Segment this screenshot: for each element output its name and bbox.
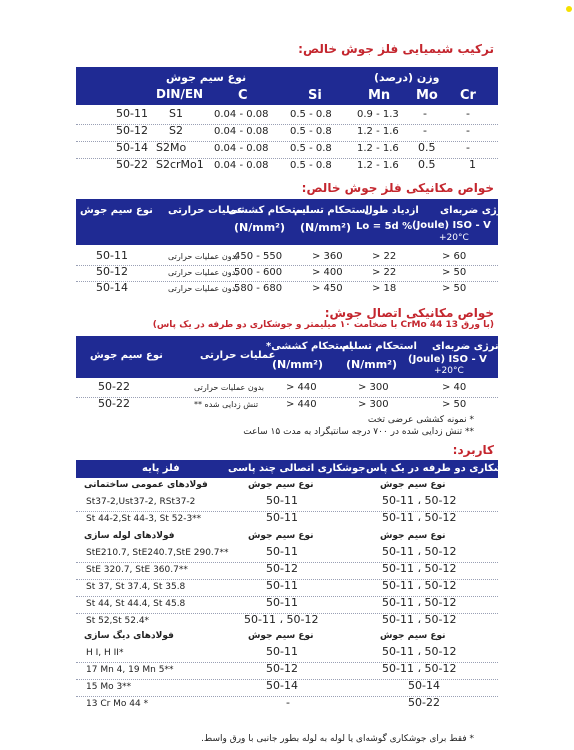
sec3-h-impact-unit: (Joule) ISO - V bbox=[408, 354, 487, 365]
sec3-tensile: > 440 bbox=[286, 382, 317, 393]
sec2-elong: > 22 bbox=[372, 267, 397, 278]
sec1-mn: 1.2 - 1.6 bbox=[357, 160, 399, 171]
app-multi: 50-12 bbox=[266, 662, 298, 675]
wire-label: نوع سیم جوش bbox=[380, 631, 446, 641]
sec1-c: 0.04 - 0.08 bbox=[214, 143, 269, 154]
sec3-header bbox=[76, 336, 503, 378]
sec3-yield: > 300 bbox=[358, 382, 389, 393]
app-base: 15 Mo 3** bbox=[86, 682, 132, 692]
sec2-yield: > 360 bbox=[312, 251, 343, 262]
sec1-h-wire: نوع سیم جوش bbox=[166, 71, 247, 84]
sec1-h-mn: Mn bbox=[368, 88, 391, 103]
app-base: StE210.7, StE240.7,StE 290.7** bbox=[86, 548, 229, 558]
sec4-header bbox=[76, 460, 518, 478]
sec2-row bbox=[76, 281, 498, 297]
sec4-h-base: فلز پایه bbox=[142, 463, 180, 474]
sec1-h-weight: وزن (درصد) bbox=[374, 71, 440, 84]
app-base: St 44, St 44.4, St 45.8 bbox=[86, 599, 186, 609]
app-double: 50-11 ، 50-12 bbox=[382, 645, 457, 658]
sec1-si: 0.5 - 0.8 bbox=[290, 109, 332, 120]
sec2-code: 50-12 bbox=[96, 265, 128, 278]
app-row bbox=[76, 494, 498, 510]
app-base: St 37, St 37.4, St 35.8 bbox=[86, 582, 186, 592]
sec2-heat: بدون عملیات حرارتی bbox=[168, 252, 239, 261]
sec1-din: S2Mo bbox=[156, 141, 187, 154]
sec2-impact: > 50 bbox=[442, 267, 467, 278]
sec2-heat: بدون عملیات حرارتی bbox=[168, 268, 239, 277]
sec2-h-elong-unit: Lo = 5d % bbox=[356, 221, 413, 232]
sec2-code: 50-14 bbox=[96, 281, 128, 294]
app-base: StE 320.7, StE 360.7** bbox=[86, 565, 188, 575]
section4-title: کاربرد: bbox=[452, 443, 494, 457]
sec1-code: 50-11 bbox=[116, 107, 148, 120]
sec1-code: 50-12 bbox=[116, 124, 148, 137]
app-multi: 50-11 bbox=[266, 545, 298, 558]
app-multi: 50-11 bbox=[266, 596, 298, 609]
app-row bbox=[76, 696, 498, 712]
sec3-code: 50-22 bbox=[98, 397, 130, 410]
sec1-mo: 0.5 bbox=[418, 141, 436, 154]
sec3-h-heat: عملیات حرارتی bbox=[200, 350, 276, 361]
sec1-c: 0.04 - 0.08 bbox=[214, 126, 269, 137]
sec3-h-yield-unit: (N/mm²) bbox=[346, 358, 398, 371]
sec3-h-yield: استحکام تسلیم bbox=[342, 341, 417, 352]
section3-title: خواص مکانیکی اتصال جوش: bbox=[324, 306, 494, 320]
sec4-h-multi: جوشکاری اتصالی چند پاسی bbox=[228, 463, 366, 474]
sec1-c: 0.04 - 0.08 bbox=[214, 160, 269, 171]
app-double: 50-11 ، 50-12 bbox=[382, 545, 457, 558]
sec2-yield: > 400 bbox=[312, 267, 343, 278]
sec1-h-din: DIN/EN bbox=[156, 87, 204, 101]
sec1-h-mo: Mo bbox=[416, 88, 438, 103]
app-multi: 50-11 bbox=[266, 511, 298, 524]
sec1-c: 0.04 - 0.08 bbox=[214, 109, 269, 120]
sec2-h-impact: انرژی ضربه‌ای bbox=[440, 205, 511, 216]
sec2-impact: > 50 bbox=[442, 283, 467, 294]
app-multi: 50-11 ، 50-12 bbox=[244, 613, 319, 626]
sec3-tensile: > 440 bbox=[286, 399, 317, 410]
sec2-tensile: 500 - 600 bbox=[234, 267, 283, 278]
app-row bbox=[76, 645, 498, 661]
sec3-row bbox=[76, 397, 498, 413]
sec1-din: S2crMo1 bbox=[156, 158, 204, 171]
app-base: St 52,St 52.4* bbox=[86, 616, 150, 626]
sec4-footnote: * فقط برای جوشکاری گوشه‌ای یا لوله به لوله بطور جانبی با ورق واسط. bbox=[201, 734, 474, 744]
sec1-si: 0.5 - 0.8 bbox=[290, 160, 332, 171]
sec1-h-si: Si bbox=[308, 88, 322, 103]
app-multi: 50-11 bbox=[266, 579, 298, 592]
app-multi: 50-12 bbox=[266, 562, 298, 575]
app-row bbox=[76, 545, 498, 561]
app-double: 50-14 bbox=[408, 679, 440, 692]
sec1-cr: - bbox=[466, 107, 470, 120]
sec2-row bbox=[76, 265, 498, 281]
sec2-elong: > 18 bbox=[372, 283, 397, 294]
wire-label: نوع سیم جوش bbox=[380, 531, 446, 541]
sec1-mo: - bbox=[423, 124, 427, 137]
app-base: St37-2,Ust37-2, RSt37-2 bbox=[86, 497, 196, 507]
sec1-code: 50-22 bbox=[116, 158, 148, 171]
sec3-impact: > 40 bbox=[442, 382, 467, 393]
section3-subtitle: (با ورق 13 CrMo 44 با ضخامت ۱۰ میلیمتر و جوشکاری دو طرفه در یک پاس) bbox=[152, 320, 494, 330]
app-base: H I, H II* bbox=[86, 648, 124, 658]
app-row bbox=[76, 511, 498, 527]
wire-label: نوع سیم جوش bbox=[248, 531, 314, 541]
sec2-code: 50-11 bbox=[96, 249, 128, 262]
sec2-h-heat: عملیات حرارتی bbox=[168, 205, 244, 216]
sec1-mn: 1.2 - 1.6 bbox=[357, 126, 399, 137]
sec1-mn: 0.9 - 1.3 bbox=[357, 109, 399, 120]
wire-label: نوع سیم جوش bbox=[248, 480, 314, 490]
group-title: فولادهای دیگ سازی bbox=[84, 631, 174, 641]
sec2-h-impact-temp: +20°C bbox=[439, 233, 469, 243]
app-multi: 50-11 bbox=[266, 494, 298, 507]
app-base: 17 Mn 4, 19 Mn 5** bbox=[86, 665, 174, 675]
sec1-header bbox=[76, 67, 498, 105]
app-multi: - bbox=[286, 696, 290, 709]
sec2-header bbox=[76, 199, 511, 245]
app-double: 50-11 ، 50-12 bbox=[382, 511, 457, 524]
sec2-h-yield: استحکام تسلیم bbox=[294, 205, 369, 216]
sec1-cr: - bbox=[466, 141, 470, 154]
sec1-row bbox=[76, 158, 498, 174]
sec2-elong: > 22 bbox=[372, 251, 397, 262]
sec2-h-yield-unit: (N/mm²) bbox=[300, 221, 352, 234]
sec3-heat: بدون عملیات حرارتی bbox=[194, 383, 265, 392]
sec1-cr: - bbox=[466, 124, 470, 137]
sec2-impact: > 60 bbox=[442, 251, 467, 262]
sec1-h-c: C bbox=[238, 88, 248, 103]
app-row bbox=[76, 613, 498, 629]
sec1-row bbox=[76, 124, 498, 140]
sec3-h-impact: انرژی ضربه‌ای bbox=[432, 341, 503, 352]
sec1-h-cr: Cr bbox=[460, 88, 476, 103]
app-multi: 50-14 bbox=[266, 679, 298, 692]
app-row bbox=[76, 562, 498, 578]
sec1-code: 50-14 bbox=[116, 141, 148, 154]
app-base: 13 Cr Mo 44 * bbox=[86, 699, 149, 709]
section2-title: خواص مکانیکی فلز جوش خالص: bbox=[301, 181, 494, 195]
sec3-note2: ** تنش زدایی شده در ۷۰۰ درجه سانتیگراد به مدت ۱۵ ساعت bbox=[243, 427, 474, 437]
app-double: 50-11 ، 50-12 bbox=[382, 579, 457, 592]
sec1-row bbox=[76, 141, 498, 157]
app-double: 50-11 ، 50-12 bbox=[382, 596, 457, 609]
app-multi: 50-11 bbox=[266, 645, 298, 658]
corner-marker bbox=[566, 6, 572, 12]
sec2-h-tensile-unit: (N/mm²) bbox=[234, 221, 286, 234]
sec3-note1: * نمونه کششی عرضی تخت bbox=[367, 415, 474, 425]
sec2-tensile: 450 - 550 bbox=[234, 251, 283, 262]
sec2-h-tensile: استحکام کششی bbox=[228, 205, 310, 216]
sec3-h-wire: نوع سیم جوش bbox=[90, 350, 163, 361]
sec1-din: S1 bbox=[169, 107, 183, 120]
sec1-mn: 1.2 - 1.6 bbox=[357, 143, 399, 154]
sec1-mo: 0.5 bbox=[418, 158, 436, 171]
app-double: 50-11 ، 50-12 bbox=[382, 613, 457, 626]
wire-label: نوع سیم جوش bbox=[248, 631, 314, 641]
sec3-impact: > 50 bbox=[442, 399, 467, 410]
app-row bbox=[76, 662, 498, 678]
app-row bbox=[76, 596, 498, 612]
app-double: 50-22 bbox=[408, 696, 440, 709]
sec2-yield: > 450 bbox=[312, 283, 343, 294]
sec2-tensile: 580 - 680 bbox=[234, 283, 283, 294]
sec1-mo: - bbox=[423, 107, 427, 120]
section1-title: ترکیب شیمیایی فلز جوش خالص: bbox=[298, 42, 494, 56]
wire-label: نوع سیم جوش bbox=[380, 480, 446, 490]
sec3-h-tensile-unit: (N/mm²) bbox=[272, 358, 324, 371]
sec1-si: 0.5 - 0.8 bbox=[290, 126, 332, 137]
app-base: St 44-2,St 44-3, St 52-3** bbox=[86, 514, 202, 524]
app-row bbox=[76, 679, 498, 695]
sec2-row bbox=[76, 249, 498, 265]
sec3-h-impact-temp: +20°C bbox=[434, 366, 464, 376]
sec2-h-impact-unit: (Joule) ISO - V bbox=[412, 220, 491, 231]
sec3-code: 50-22 bbox=[98, 380, 130, 393]
sec2-h-wire: نوع سیم جوش bbox=[80, 205, 153, 216]
sec2-heat: بدون عملیات حرارتی bbox=[168, 284, 239, 293]
app-double: 50-11 ، 50-12 bbox=[382, 562, 457, 575]
sec3-heat: تنش زدایی شده ** bbox=[194, 400, 259, 409]
app-row bbox=[76, 579, 498, 595]
sec3-h-tensile: استحکام کششی* bbox=[266, 341, 353, 352]
sec3-row bbox=[76, 380, 498, 396]
app-double: 50-11 ، 50-12 bbox=[382, 494, 457, 507]
sec1-cr: 1 bbox=[469, 158, 476, 171]
app-double: 50-11 ، 50-12 bbox=[382, 662, 457, 675]
sec1-din: S2 bbox=[169, 124, 183, 137]
sec1-si: 0.5 - 0.8 bbox=[290, 143, 332, 154]
group-title: فولادهای لوله سازی bbox=[84, 531, 175, 541]
group-title: فولادهای عمومی ساختمانی bbox=[84, 480, 208, 490]
sec2-h-elong: ازدیاد طول bbox=[364, 205, 419, 216]
sec1-row bbox=[76, 107, 498, 123]
sec3-yield: > 300 bbox=[358, 399, 389, 410]
sec4-h-double: جوشکاری دو طرفه در یک پاس bbox=[366, 463, 518, 474]
